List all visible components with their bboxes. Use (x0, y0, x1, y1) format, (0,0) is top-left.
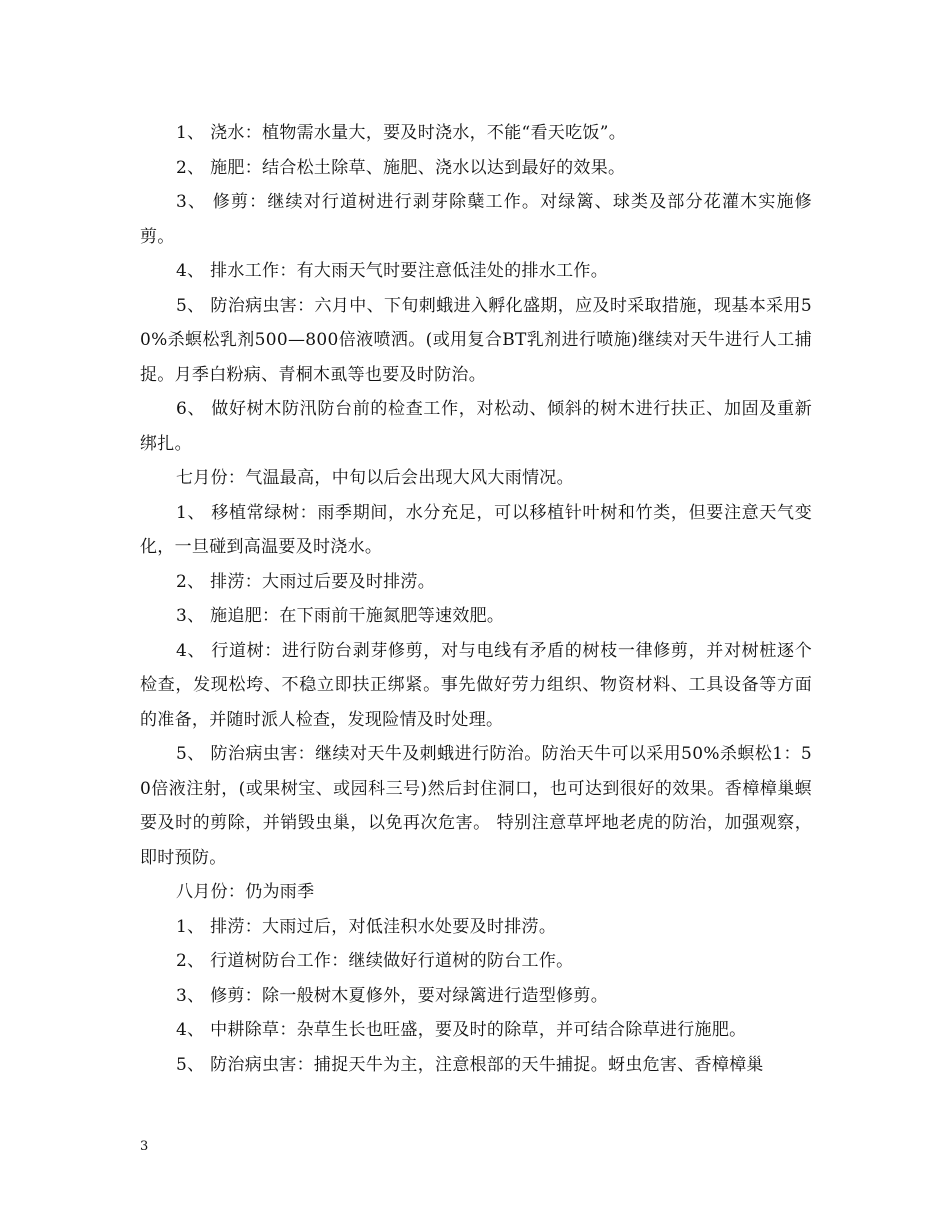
paragraph-july-street-trees: 4、 行道树：进行防台剥芽修剪，对与电线有矛盾的树枝一律修剪，并对树桩逐个检查，发现松垮、不稳立即扶正绑紧。事先做好劳力组织、物资材料、工具设备等方面的准备，并随时派人检查，发现险情及时处理。 (140, 640, 812, 730)
paragraph-june-pest-control: 5、 防治病虫害：六月中、下旬刺蛾进入孵化盛期，应及时采取措施，现基本采用50%杀螟松乳剂500—800倍液喷洒。(或用复合BT乳剂进行喷施)继续对天牛进行人工捕捉。月季白粉病、青桐木虱等也要及时防治。 (140, 295, 812, 385)
paragraph-june-drainage: 4、 排水工作：有大雨天气时要注意低洼处的排水工作。 (176, 261, 609, 281)
paragraph-july-heading: 七月份：气温最高，中旬以后会出现大风大雨情况。 (176, 468, 574, 488)
paragraph-july-topdressing: 3、 施追肥：在下雨前干施氮肥等速效肥。 (176, 606, 505, 626)
paragraph-june-fertilizing: 2、 施肥：结合松土除草、施肥、浇水以达到最好的效果。 (176, 157, 626, 178)
paragraph-june-pruning: 3、 修剪：继续对行道树进行剥芽除蘖工作。对绿篱、球类及部分花灌木实施修剪。 (140, 192, 812, 247)
paragraph-august-typhoon-prep: 2、 行道树防台工作：继续做好行道树的防台工作。 (176, 951, 574, 971)
paragraph-august-pest-control: 5、 防治病虫害：捕捉天牛为主，注意根部的天牛捕捉。蚜虫危害、香樟樟巢 (176, 1054, 764, 1075)
paragraph-august-drainage: 1、 排涝：大雨过后，对低洼积水处要及时排涝。 (176, 916, 557, 937)
document-body (140, 116, 812, 1082)
paragraph-june-watering: 1、 浇水：植物需水量大，要及时浇水，不能“看天吃饭”。 (176, 123, 627, 143)
paragraph-july-transplant: 1、 移植常绿树：雨季期间，水分充足，可以移植针叶树和竹类，但要注意天气变化，一旦碰到高温要及时浇水。 (140, 502, 812, 557)
page-number: 3 (140, 1139, 149, 1154)
paragraph-july-pest-control: 5、 防治病虫害：继续对天牛及刺蛾进行防治。防治天牛可以采用50%杀螟松1：50倍液注射，(或果树宝、或园科三号)然后封住洞口，也可达到很好的效果。香樟樟巢螟要及时的剪除，并销毁虫巢，以免再次危害。 特别注意草坪地老虎的防治，加强观察，即时预防。 (140, 744, 812, 868)
paragraph-june-flood-check: 6、 做好树木防汛防台前的检查工作，对松动、倾斜的树木进行扶正、加固及重新绑扎。 (140, 399, 812, 454)
paragraph-july-drainage: 2、 排涝：大雨过后要及时排涝。 (176, 571, 436, 592)
paragraph-august-pruning: 3、 修剪：除一般树木夏修外，要对绿篱进行造型修剪。 (176, 985, 609, 1006)
paragraph-august-heading: 八月份：仍为雨季 (176, 882, 315, 902)
paragraph-august-weeding: 4、 中耕除草：杂草生长也旺盛，要及时的除草，并可结合除草进行施肥。 (176, 1020, 747, 1040)
